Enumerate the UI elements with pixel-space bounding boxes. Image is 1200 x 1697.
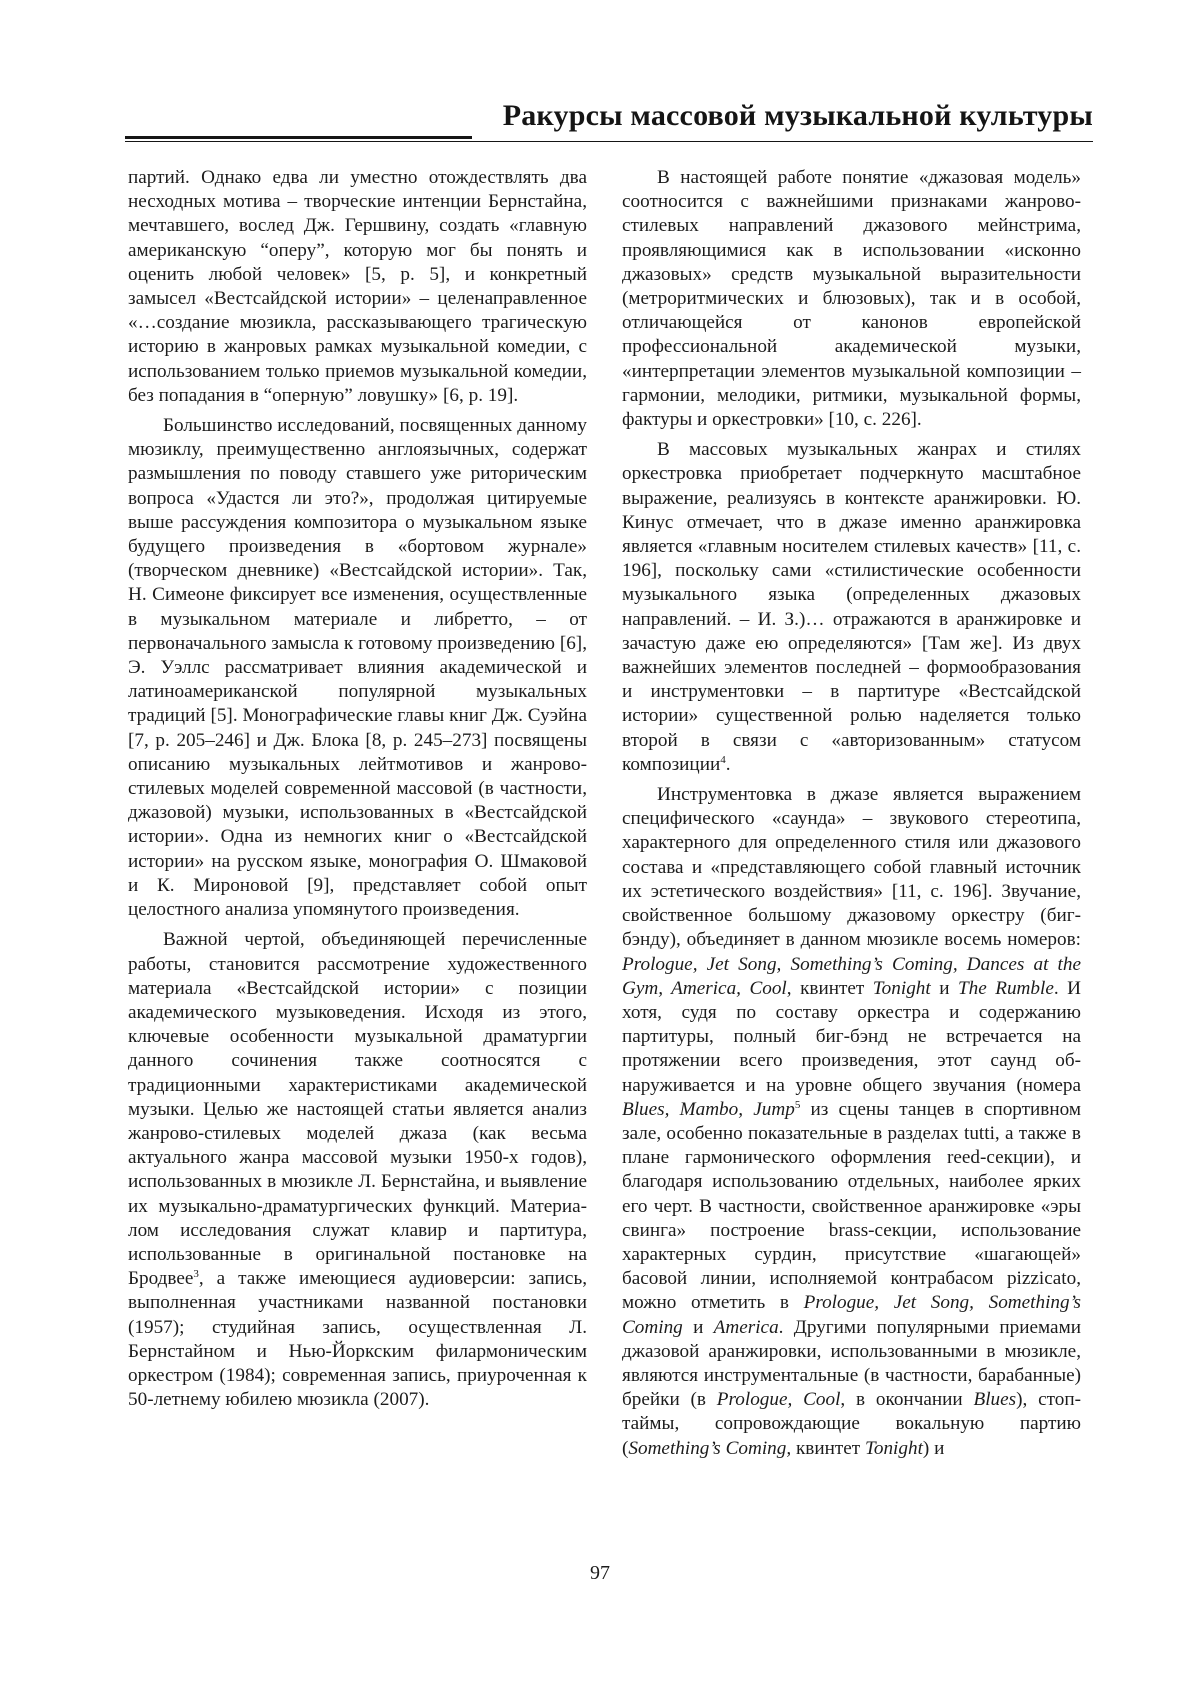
header-rule-thick [125,136,472,139]
italic-text: America [713,1316,779,1338]
text-run: , в окончании [840,1389,974,1411]
italic-text: Something’s Coming, [628,1437,792,1459]
text-run: и [930,977,958,999]
text-column-left [128,166,587,1412]
paragraph [128,928,587,1412]
text-run: В массовых музыкальных жанрах и стилях оркестровка приобретает подчеркнуто масштабное выражение, реализуясь в контексте аранжировки. Ю. Кинус отмечает, что в джазе именно аранжировка является «главным носителем стилевых качеств» [11, с. 196], поскольку сами «стилистические особенности музыкального языка (определенных джазовых направлений. – И. З.)… отражаются в аранжировке и зачастую даже ею определяются» [Там же]. Из двух важнейших элементов последней – формообразования и инструментовки – в партитуре «Вестсайдской истории» существенной ролью наделяется только второй в связи с «авторизованным» статусом композиции [622,439,1081,775]
footnote-marker: 4 [720,753,726,766]
footnote-marker: 3 [193,1268,199,1281]
text-run: и [682,1316,714,1338]
paragraph [622,783,1081,1461]
paragraph [128,166,587,408]
text-run: В настоящей работе понятие «джазовая модель» соотносится с важнейшими признаками жанрово-стилевых направлений джазового мейнстрима, проявляющимися как в использовании «исконно джазовых» средств музыкальной выразительности (метроритмических и блюзовых), так и в особой, отличающейся от канонов европейской профессиональной академической музыки, «интерпретации элементов музыкальной композиции – гармонии, мелодики, ритмики, музыкальной формы, фактуры и оркестровки» [10, с. 226]. [622,167,1081,431]
italic-text: Tonight [872,977,931,999]
text-run: . И хотя, судя по составу оркестра и содержанию партитуры, полный биг-бэнд не встречается на протяжении всего произведения, этот саунд обнаруживается и на уровне общего звучания (номера [622,977,1081,1096]
header-rule-thin [125,141,1093,142]
text-run: партий. Однако едва ли уместно отождествлять два несходных мотива – творческие интенции Бернстайна, мечтавшего, вослед Дж. Гершвину, создать «главную американскую “оперу”, которую мог бы понять и оценить любой человек» [5, p. 5], и конкретный замысел «Вестсайдской истории» – целенаправленное «…создание мюзикла, рассказывающего трагическую историю в жанровых рамках музыкальной комедии, с использованием только приемов музыкальной комедии, без попадания в “оперную” ловушку» [6, p. 19]. [128,167,587,406]
text-run: Инструментовка в джазе является выражением специфического «саунда» – звукового стереотипа, характерного для определенного стиля или джазового состава и «представляющего собой главный источник их эстетического воздействия» [11, с. 196]. Звучание, свойственное большому джазовому оркестру (биг-бэнду), объединяет в данном мюзикле восемь номеров: [622,784,1081,951]
text-run: Большинство исследований, посвященных данному мюзиклу, преимущественно англоязычных, содержат размышления по поводу ставшего уже риторическим вопроса «Удастся ли это?», продолжая цитируемые выше рассуждения композитора о музыкальном языке будущего произведения в «бортовом журнале» (творческом дневнике) «Вестсайдской истории». Так, Н. Симеоне фиксирует все изменения, осуществленные в музыкальном материале и либретто, – от первоначального замысла к готовому произведению [6], Э. Уэллс рассматривает влияния академической и латиноамериканской популярной музыкальных традиций [5]. Монографические главы книг Дж. Суэйна [7, p. 205–246] и Дж. Блока [8, p. 245–273] посвящены описанию музыкальных лейтмотивов и жанрово-стилевых моделей современной массовой (в частности, джазовой) музыки, использованных в «Вестсайдской истории». Одна из немногих книг о «Вестсайдской истории» на русском языке, монография О. Шмаковой и К. Мироновой [9], представляет собой опыт целостного анализа упомянутого произведения. [128,415,587,921]
italic-text: The Rumble [957,977,1054,999]
footnote-marker: 5 [794,1098,801,1111]
text-run: ) и [922,1437,945,1459]
running-header-title: Ракурсы массовой музыкальной культуры [502,99,1093,132]
text-column-right [622,166,1081,1461]
italic-text: Prologue, Jet Song, Something’s Coming, Dances at the Gym, America, Cool [622,953,1081,999]
text-run: квинтет [791,1437,865,1459]
text-run: , а также имеющиеся аудиоверсии: запись, выполненная участниками названной постановки (1957); студийная запись, осуществленная Л. Бернстайном и Нью-Йоркским филармоническим оркестром (1984); современная запись, приуроченная к 50-летнему юбилею мюзикла (2007). [128,1268,587,1411]
italic-text: Tonight [864,1437,923,1459]
italic-text: Prologue, Cool [716,1389,841,1411]
page-number: 97 [590,1562,610,1584]
paragraph [128,414,587,922]
text-run: , квинтет [786,977,873,999]
paragraph [622,166,1081,432]
text-run: Важной чертой, объединяющей перечисленные работы, становится рассмотрение художественного материала «Вестсайдской истории» с позиции академического музыковедения. Исходя из этого, ключевые особенности музыкальной драматургии данного сочинения также соотносятся с традиционными характеристиками академической музыки. Целью же настоящей статьи является анализ жанрово-стилевых моделей джаза (как весьма актуального жанра массовой музыки 1950-х годов), использованных в мюзикле Л. Бернстайна, и выявление их музыкально-драматургических функций. Материалом исследования служат клавир и партитура, использованные в оригинальной постановке на Бродвее [128,929,587,1290]
text-run: ), стоп-таймы, сопровождающие вокальную партию ( [622,1389,1081,1459]
text-run: . [725,753,731,775]
paragraph [622,438,1081,777]
italic-text: Blues [973,1389,1017,1411]
text-run: . Другими популярными приемами джазовой аранжировки, использованными в мюзикле, являются инструментальные (в частности, барабанные) брейки (в [622,1316,1081,1411]
text-run: из сцены танцев в спортивном зале, особенно показательные в разделах tutti, а также в плане гармонического оформления reed-секции), и благодаря использованию отдельных, наиболее ярких его черт. В частности, свойственное аранжировке «эры свинга» построение brass-секции, использование характерных сурдин, присутствие «шагающей» басовой линии, исполняемой контрабасом pizzicato, можно отметить в [622,1098,1081,1314]
italic-text: Prologue, Jet Song, Something’s Coming [622,1292,1081,1338]
italic-text: Blues, Mambo, Jump [622,1098,795,1120]
running-header [125,96,1093,140]
